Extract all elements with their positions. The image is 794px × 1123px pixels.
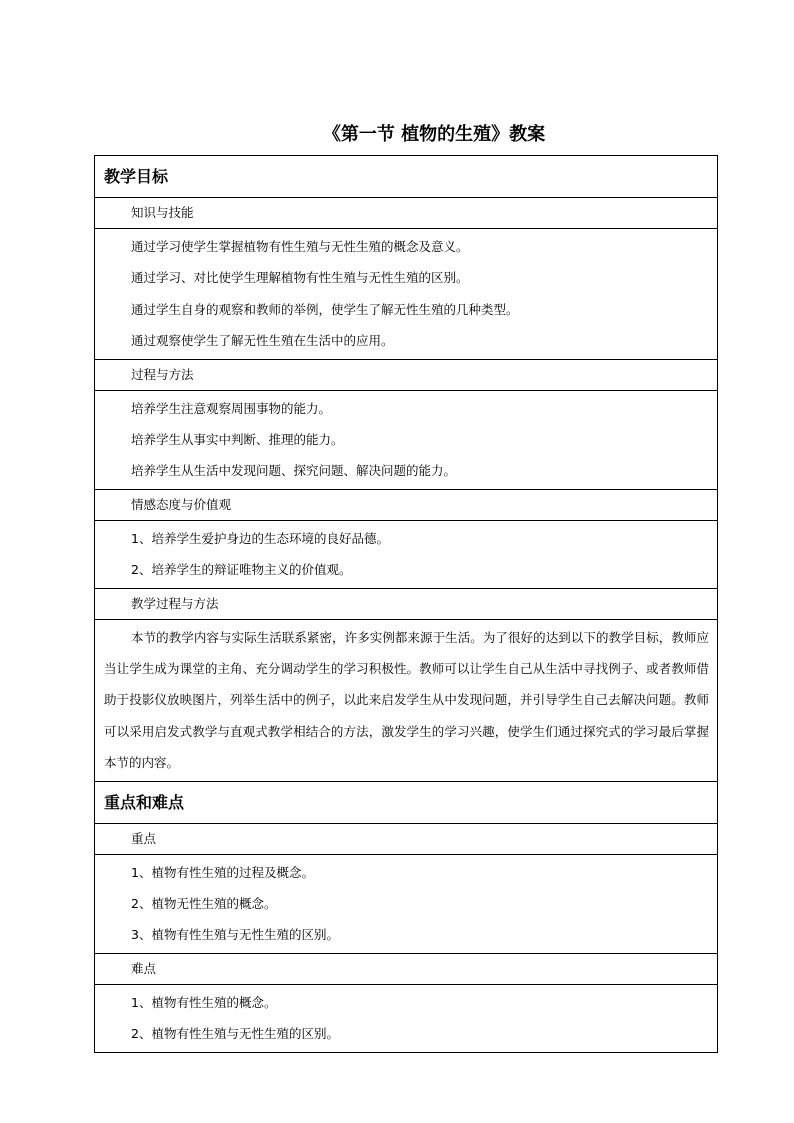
section-row-keypoints bbox=[95, 781, 718, 823]
subsection-row-process bbox=[95, 359, 718, 390]
list-item: 3、植物有性生殖与无性生殖的区别。 bbox=[131, 927, 339, 943]
content-cell-key bbox=[95, 854, 718, 953]
content-row-knowledge bbox=[95, 229, 718, 360]
subsection-row-emotion bbox=[95, 489, 718, 520]
content-row-teaching bbox=[95, 619, 718, 781]
list-item: 通过学生自身的观察和教师的举例，使学生了解无性生殖的几种类型。 bbox=[131, 301, 519, 317]
section-heading-keypoints: 重点和难点 bbox=[95, 781, 718, 823]
list-item: 2、培养学生的辩证唯物主义的价值观。 bbox=[131, 562, 352, 578]
content-row-emotion bbox=[95, 520, 718, 588]
subsection-label-key: 重点 bbox=[95, 823, 718, 854]
list-item: 培养学生从事实中判断、推理的能力。 bbox=[131, 431, 344, 447]
content-row-difficult bbox=[95, 984, 718, 1052]
subsection-label-emotion: 情感态度与价值观 bbox=[95, 489, 718, 520]
subsection-label-process: 过程与方法 bbox=[95, 359, 718, 390]
section-row-objectives bbox=[95, 156, 718, 198]
content-cell-difficult bbox=[95, 984, 718, 1052]
list-item: 培养学生注意观察周围事物的能力。 bbox=[131, 400, 332, 416]
subsection-label-teaching: 教学过程与方法 bbox=[95, 588, 718, 619]
list-item: 培养学生从生活中发现问题、探究问题、解决问题的能力。 bbox=[131, 463, 457, 479]
list-item: 通过学习、对比使学生理解植物有性生殖与无性生殖的区别。 bbox=[131, 270, 469, 286]
teaching-paragraph: 本节的教学内容与实际生活联系紧密，许多实例都来源于生活。为了很好的达到以下的教学目标，教师应当让学生成为课堂的主角、充分调动学生的学习积极性。教师可以让学生自己从生活中寻找例子、或者教师借助于投影仪放映图片，列举生活中的例子，以此来启发学生从中发现问题，并引导学生自己去解决问题。教师可以采用启发式教学与直观式教学相结合的方法，激发学生的学习兴趣，使学生们通过探究式的学习最后掌握本节的内容。 bbox=[104, 629, 709, 771]
content-cell-teaching bbox=[95, 619, 718, 781]
subsection-row-knowledge bbox=[95, 198, 718, 229]
list-item: 2、植物无性生殖的概念。 bbox=[131, 895, 277, 911]
subsection-row-difficult bbox=[95, 953, 718, 984]
section-heading-objectives: 教学目标 bbox=[95, 156, 718, 198]
content-row-key bbox=[95, 854, 718, 953]
content-cell-emotion bbox=[95, 520, 718, 588]
list-item: 1、培养学生爱护身边的生态环境的良好品德。 bbox=[131, 530, 389, 546]
subsection-row-key bbox=[95, 823, 718, 854]
list-item: 1、植物有性生殖的过程及概念。 bbox=[131, 864, 314, 880]
content-cell-knowledge bbox=[95, 229, 718, 360]
subsection-row-teaching bbox=[95, 588, 718, 619]
content-cell-process bbox=[95, 390, 718, 489]
lesson-plan-table bbox=[94, 155, 718, 1053]
list-item: 通过学习使学生掌握植物有性生殖与无性生殖的概念及意义。 bbox=[131, 239, 469, 254]
content-row-process bbox=[95, 390, 718, 489]
list-item: 1、植物有性生殖的概念。 bbox=[131, 994, 277, 1010]
document-title: 《第一节 植物的生殖》教案 bbox=[322, 124, 546, 145]
subsection-label-knowledge: 知识与技能 bbox=[95, 198, 718, 229]
subsection-label-difficult: 难点 bbox=[95, 953, 718, 984]
list-item: 2、植物有性生殖与无性生殖的区别。 bbox=[131, 1026, 339, 1042]
list-item: 通过观察使学生了解无性生殖在生活中的应用。 bbox=[131, 333, 394, 349]
